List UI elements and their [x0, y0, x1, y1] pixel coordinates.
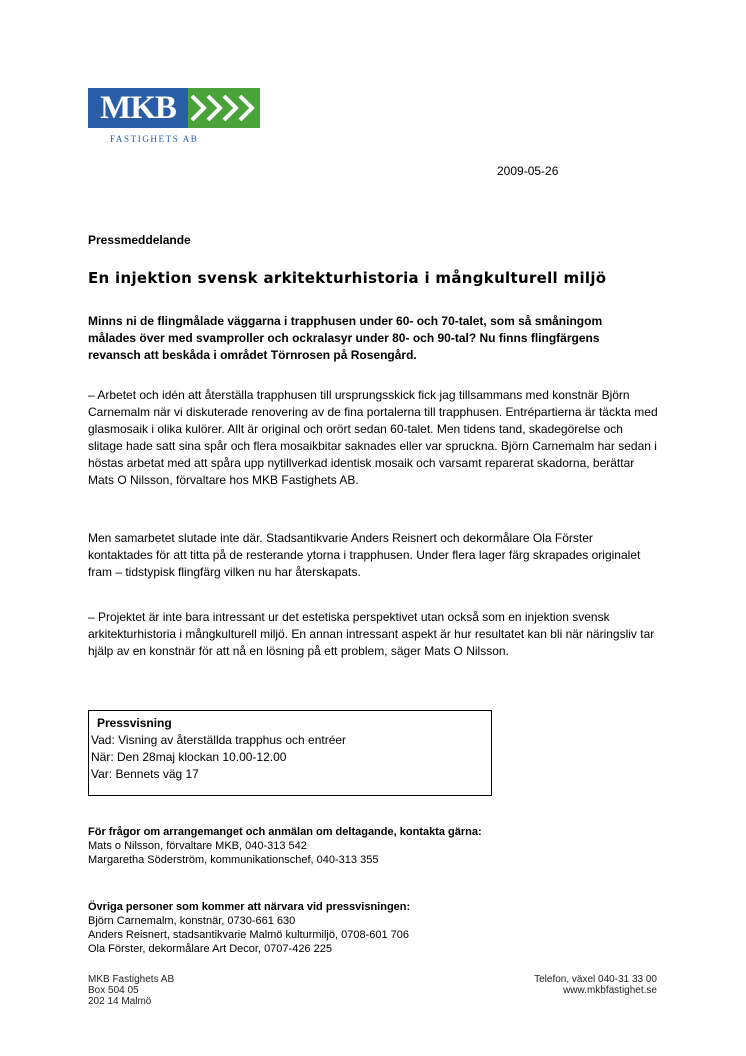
headline: En injektion svensk arkitekturhistoria i mångkulturell miljö [88, 269, 607, 287]
footer-phone: Telefon, växel 040-31 33 00 [534, 974, 657, 985]
document-date: 2009-05-26 [497, 164, 559, 178]
lead-paragraph: Minns ni de flingmålade väggarna i trapphusen under 60- och 70-talet, som så småningom målades över med svamproller och ockralasyr under 80- och 90-tal? Nu finns flingfärgens revansch att beskåda i området Törnrosen på Rosengård. [88, 314, 603, 362]
logo-subtitle: FASTIGHETS AB [110, 134, 199, 144]
footer-website: www.mkbfastighet.se [563, 985, 657, 996]
company-logo [88, 88, 260, 148]
attendee-person: Björn Carnemalm, konstnär, 0730-661 630 [88, 915, 296, 927]
footer-postal: 202 14 Malmö [88, 996, 152, 1007]
attendees-heading: Övriga personer som kommer att närvara vid pressvisningen: [88, 901, 411, 913]
footer-contact [534, 974, 657, 996]
contacts-section [88, 825, 482, 867]
body-paragraph-2: Men samarbetet slutade inte där. Stadsantikvarie Anders Reisnert och dekormålare Ola Förster kontaktades för att titta på de resterande ytorna i trapphusen. Under flera lager färg skrapades originalet fram – tidstypisk flingfärg vilken nu har återskapats. [88, 531, 641, 579]
contacts-heading: För frågor om arrangemanget och anmälan om deltagande, kontakta gärna: [88, 826, 482, 838]
footer-box: Box 504 05 [88, 985, 139, 996]
footer-address [88, 974, 174, 1007]
attendee-person: Anders Reisnert, stadsantikvarie Malmö kulturmiljö, 0708-601 706 [88, 929, 409, 941]
footer-company: MKB Fastighets AB [88, 974, 175, 985]
press-viewing-what: Vad: Visning av återställda trapphus och entréer [91, 733, 347, 747]
logo-wordmark: MKB [88, 88, 188, 128]
attendee-person: Ola Förster, dekormålare Art Decor, 0707-426 225 [88, 943, 332, 955]
press-viewing-box [88, 710, 492, 796]
logo-arrows-icon [188, 88, 260, 128]
body-paragraph-1: – Arbetet och idén att återställa trapphusen till ursprungsskick fick jag tillsammans med konstnär Björn Carnemalm när vi diskuterade renovering av de fina portalerna till trapphusen. Entrépartierna är täckta med glasmosaik i olika kulörer. Allt är original och orört sedan 60-talet. Men tidens tand, skadegörelse och slitage hade satt sina spår och flera mosaikbitar saknades eller var spruckna. Björn Carnemalm har sedan i höstas arbetat med att spåra upp nytillverkad identisk mosaik och varsamt reparerat skadorna, berättar Mats O Nilsson, förvaltare hos MKB Fastighets AB. [88, 388, 658, 487]
document-type: Pressmeddelande [88, 233, 191, 247]
body-paragraph-3: – Projektet är inte bara intressant ur det estetiska perspektivet utan också som en injektion svensk arkitekturhistoria i mångkulturell miljö. En annan intressant aspekt är hur resultatet kan bli när näringsliv tar hjälp av en konstnär för att nå en lösning på ett problem, säger Mats O Nilsson. [88, 610, 655, 658]
attendees-section [88, 900, 410, 956]
press-viewing-title: Pressvisning [97, 716, 172, 730]
contact-person: Mats o Nilsson, förvaltare MKB, 040-313 542 [88, 840, 307, 852]
contact-person: Margaretha Söderström, kommunikationschef, 040-313 355 [88, 854, 379, 866]
press-viewing-when: När: Den 28maj klockan 10.00-12.00 [91, 750, 287, 764]
press-viewing-where: Var: Bennets väg 17 [91, 767, 199, 781]
